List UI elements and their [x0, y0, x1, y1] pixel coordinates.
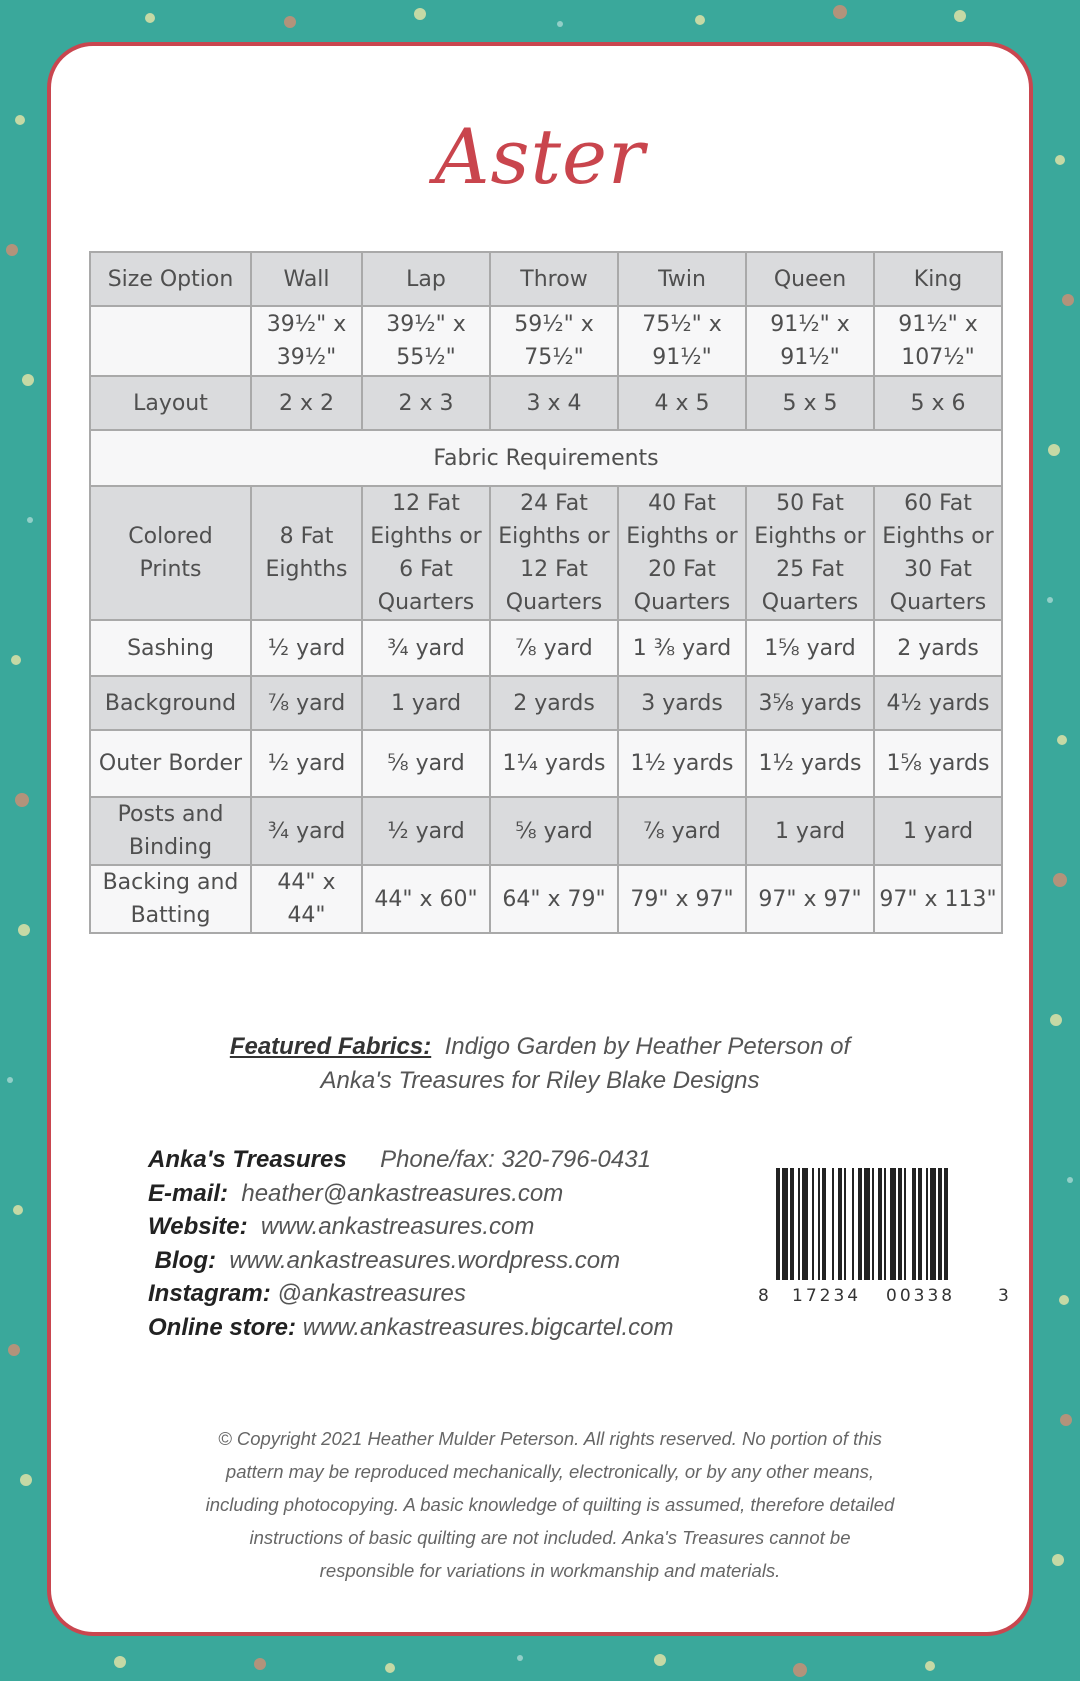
table-cell: ⅝ yard	[362, 730, 490, 797]
barcode-bar	[802, 1168, 808, 1280]
table-cell: Sashing	[90, 620, 251, 676]
table-cell: ½ yard	[251, 730, 362, 797]
table-cell: 91½" x 91½"	[746, 306, 874, 376]
blog-label: Blog:	[154, 1246, 216, 1274]
table-cell: 60 Fat Eighths or 30 Fat Quarters	[874, 486, 1002, 620]
table-row	[90, 620, 1002, 676]
table-cell: ⅞ yard	[251, 676, 362, 730]
table-cell: 2 yards	[490, 676, 618, 730]
table-cell: ¾ yard	[251, 797, 362, 865]
barcode-bar	[898, 1168, 902, 1280]
instagram-handle[interactable]: @ankastreasures	[277, 1280, 466, 1307]
fabric-requirements-table	[89, 251, 1003, 934]
table-cell: 5 x 6	[874, 376, 1002, 430]
table-cell: ⅝ yard	[490, 797, 618, 865]
table-cell: 39½" x 39½"	[251, 306, 362, 376]
barcode-bar	[944, 1168, 948, 1280]
table-cell: Layout	[90, 376, 251, 430]
company-name: Anka's Treasures	[148, 1146, 347, 1173]
barcode-bar	[822, 1168, 826, 1280]
table-cell: 1 ⅜ yard	[618, 620, 746, 676]
blog-link[interactable]: www.ankastreasures.wordpress.com	[229, 1246, 621, 1274]
table-cell: 97" x 113"	[874, 865, 1002, 933]
section-heading: Fabric Requirements	[90, 430, 1002, 486]
barcode-bar	[890, 1168, 896, 1280]
table-cell: 8 Fat Eighths	[251, 486, 362, 620]
barcode-bar	[832, 1168, 834, 1280]
barcode-last-digit: 3	[998, 1286, 1009, 1306]
table-row	[90, 430, 1002, 486]
barcode-bar	[790, 1168, 794, 1280]
copyright-line: including photocopying. A basic knowledge of quilting is assumed, therefore detailed	[205, 1494, 895, 1515]
table-cell: 1½ yards	[618, 730, 746, 797]
table-cell: 12 Fat Eighths or 6 Fat Quarters	[362, 486, 490, 620]
table-cell: Queen	[746, 252, 874, 306]
barcode-bar	[918, 1168, 922, 1280]
table-cell: ½ yard	[362, 797, 490, 865]
barcode-first-digit: 8	[758, 1286, 769, 1306]
table-cell: 44" x 44"	[251, 865, 362, 933]
table-cell: 39½" x 55½"	[362, 306, 490, 376]
barcode-bar	[782, 1168, 788, 1280]
barcode-bar	[930, 1168, 936, 1280]
featured-line2: Anka's Treasures for Riley Blake Designs	[320, 1067, 760, 1094]
barcode-bar	[938, 1168, 942, 1280]
table-cell: 50 Fat Eighths or 25 Fat Quarters	[746, 486, 874, 620]
barcode-bars	[776, 1168, 996, 1280]
table-row	[90, 797, 1002, 865]
barcode-bar	[926, 1168, 928, 1280]
barcode	[756, 1168, 1016, 1314]
barcode-bar	[858, 1168, 862, 1280]
copyright-line: responsible for variations in workmanship and materials.	[319, 1560, 781, 1581]
barcode-bar	[884, 1168, 886, 1280]
copyright-notice	[140, 1422, 960, 1587]
table-row	[90, 376, 1002, 430]
copyright-line: © Copyright 2021 Heather Mulder Peterson. All rights reserved. No portion of this	[218, 1428, 882, 1449]
table-row	[90, 486, 1002, 620]
table-cell: ⅞ yard	[490, 620, 618, 676]
website-label: Website:	[148, 1213, 248, 1240]
copyright-line: instructions of basic quilting are not included. Anka's Treasures cannot be	[249, 1527, 851, 1548]
table-row	[90, 306, 1002, 376]
barcode-bar	[818, 1168, 820, 1280]
table-cell: Posts and Binding	[90, 797, 251, 865]
table-cell: 75½" x 91½"	[618, 306, 746, 376]
website-link[interactable]: www.ankastreasures.com	[260, 1213, 535, 1240]
table-cell: Outer Border	[90, 730, 251, 797]
pattern-title: Aster	[434, 112, 646, 201]
table-cell: 1 yard	[746, 797, 874, 865]
table-cell: Wall	[251, 252, 362, 306]
barcode-bar	[912, 1168, 916, 1280]
table-cell: 24 Fat Eighths or 12 Fat Quarters	[490, 486, 618, 620]
table-cell: 4½ yards	[874, 676, 1002, 730]
table-cell: Lap	[362, 252, 490, 306]
table-cell	[90, 306, 251, 376]
email-link[interactable]: heather@ankastreasures.com	[241, 1179, 564, 1207]
table-cell: Background	[90, 676, 251, 730]
table-cell: 1⅝ yard	[746, 620, 874, 676]
table-row	[90, 865, 1002, 933]
barcode-bar	[812, 1168, 814, 1280]
copyright-line: pattern may be reproduced mechanically, electronically, or by any other means,	[225, 1461, 875, 1482]
table-cell: 3⅝ yards	[746, 676, 874, 730]
table-cell: 4 x 5	[618, 376, 746, 430]
table-row	[90, 252, 1002, 306]
table-cell: ¾ yard	[362, 620, 490, 676]
table-row	[90, 730, 1002, 797]
barcode-bar	[844, 1168, 846, 1280]
table-cell: 91½" x 107½"	[874, 306, 1002, 376]
table-cell: ⅞ yard	[618, 797, 746, 865]
barcode-bar	[904, 1168, 906, 1280]
instagram-label: Instagram:	[148, 1280, 271, 1307]
barcode-bar	[838, 1168, 842, 1280]
contact-info	[148, 1143, 674, 1344]
table-cell: 3 x 4	[490, 376, 618, 430]
table-cell: 97" x 97"	[746, 865, 874, 933]
table-cell: 2 x 2	[251, 376, 362, 430]
table-cell: 1⅝ yards	[874, 730, 1002, 797]
store-label: Online store:	[148, 1313, 297, 1341]
featured-line1: Indigo Garden by Heather Peterson of	[444, 1033, 851, 1060]
store-link[interactable]: www.ankastreasures.bigcartel.com	[302, 1313, 674, 1341]
barcode-bar	[864, 1168, 870, 1280]
table-row	[90, 676, 1002, 730]
table-cell: Backing and Batting	[90, 865, 251, 933]
table-cell: 79" x 97"	[618, 865, 746, 933]
table-cell: 2 yards	[874, 620, 1002, 676]
table-cell: Throw	[490, 252, 618, 306]
table-cell: ½ yard	[251, 620, 362, 676]
barcode-bar	[798, 1168, 800, 1280]
table-cell: 5 x 5	[746, 376, 874, 430]
table-cell: Colored Prints	[90, 486, 251, 620]
barcode-left-digits: 17234	[792, 1286, 862, 1306]
table-cell: Twin	[618, 252, 746, 306]
barcode-bar	[776, 1168, 780, 1280]
barcode-bar	[878, 1168, 882, 1280]
phone-text: Phone/fax: 320-796-0431	[380, 1146, 651, 1173]
table-cell: 59½" x 75½"	[490, 306, 618, 376]
table-cell: 3 yards	[618, 676, 746, 730]
table-cell: 64" x 79"	[490, 865, 618, 933]
barcode-right-digits: 00338	[886, 1286, 956, 1306]
email-label: E-mail:	[148, 1179, 229, 1207]
featured-label: Featured Fabrics:	[229, 1033, 432, 1060]
barcode-bar	[852, 1168, 854, 1280]
table-cell: 40 Fat Eighths or 20 Fat Quarters	[618, 486, 746, 620]
table-cell: 1¼ yards	[490, 730, 618, 797]
table-cell: 1 yard	[874, 797, 1002, 865]
table-cell: 1 yard	[362, 676, 490, 730]
table-cell: 44" x 60"	[362, 865, 490, 933]
barcode-bar	[872, 1168, 874, 1280]
table-cell: 1½ yards	[746, 730, 874, 797]
table-cell: King	[874, 252, 1002, 306]
table-cell: Size Option	[90, 252, 251, 306]
featured-fabrics	[0, 1030, 1080, 1098]
table-cell: 2 x 3	[362, 376, 490, 430]
